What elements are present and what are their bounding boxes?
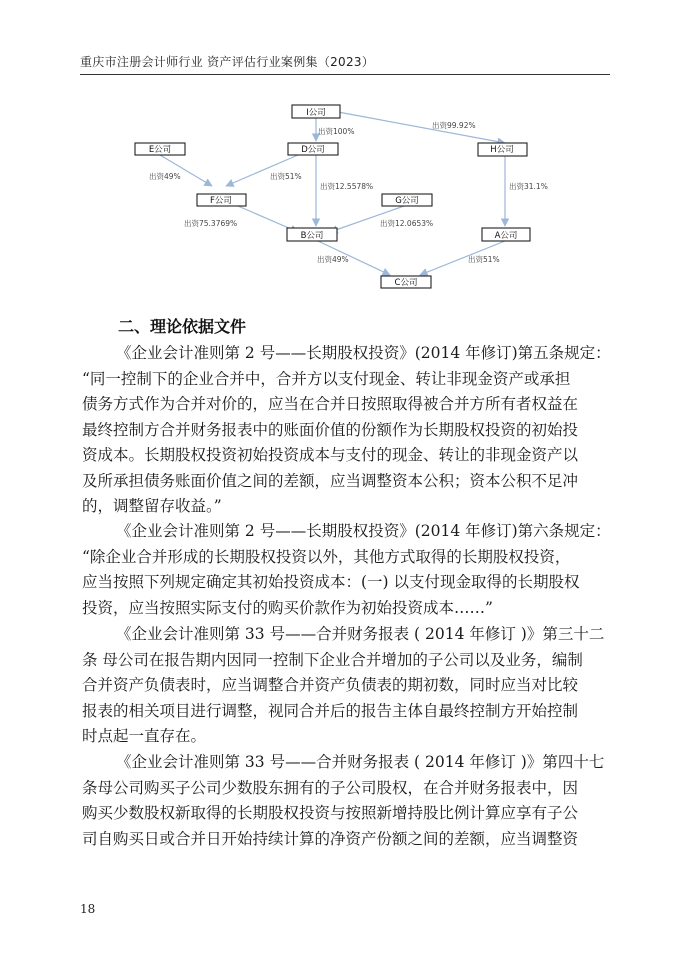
edge-label-e-f: 出资49% (149, 172, 181, 181)
node-label-a: A公司 (494, 231, 518, 241)
diagram-node-c (381, 276, 431, 288)
node-label-g: G公司 (395, 196, 419, 206)
paragraph-line: 应当按照下列规定确定其初始投资成本：(一) 以支付现金取得的长期股权 (82, 573, 580, 591)
paragraph-line: 时点起一直存在。 (82, 727, 207, 745)
paragraph-article-5 (82, 341, 612, 520)
edge-e-f (160, 155, 212, 186)
paragraph-article-47 (82, 750, 612, 852)
paragraph-line: 最终控制方合并财务报表中的账面价值的份额作为长期股权投资的初始投 (82, 420, 579, 439)
diagram-node-h (478, 143, 527, 156)
edge-label-i-h: 出资99.92% (432, 121, 476, 130)
ownership-structure-diagram (0, 0, 692, 300)
paragraph-line: 的，调整留存收益。” (82, 497, 222, 515)
paragraph-line: 债务方式作为合并对价的，应当在合并日按照取得被合并方所有者权益在 (82, 395, 579, 413)
paragraph-article-32 (82, 622, 612, 750)
diagram-node-i (292, 105, 340, 118)
diagram-node-a (482, 228, 530, 241)
paragraph-line: 条母公司购买子公司少数股东拥有的子公司股权，在合并财务报表中，因 (82, 778, 579, 797)
diagram-node-e (135, 143, 185, 155)
paragraph-line: 《企业会计准则第 33 号——合并财务报表 ( 2014 年修订 )》第四十七 (116, 753, 605, 771)
node-label-h: H公司 (490, 145, 514, 155)
paragraph-line: “除企业合并形成的长期股权投资以外，其他方式取得的长期股权投资， (82, 547, 571, 566)
paragraph-line: 购买少数股权新取得的长期股权投资与按照新增持股比例计算应享有子公 (82, 804, 579, 822)
paragraph-line: 报表的相关项目进行调整，视同合并后的报告主体自最终控制方开始控制 (82, 701, 579, 720)
edge-d-f (226, 155, 298, 186)
paragraph-line: 资成本。长期股权投资初始投资成本与支付的现金、转让的非现金资产以 (82, 446, 579, 464)
paragraph-line: 条 母公司在报告期内因同一控制下企业合并增加的子公司以及业务，编制 (82, 650, 583, 669)
node-label-d: D公司 (301, 145, 325, 155)
node-label-f: F公司 (210, 196, 232, 206)
paragraph-article-6 (82, 519, 612, 621)
edge-label-i-d: 出资100% (318, 127, 355, 136)
edge-i-h (338, 112, 505, 143)
edge-label-g-b: 出资12.0653% (380, 219, 434, 228)
paragraph-line: 《企业会计准则第 2 号——长期股权投资》(2014 年修订)第五条规定： (116, 344, 611, 362)
edge-label-f-b: 出资75.3769% (184, 219, 238, 228)
node-label-c: C公司 (394, 278, 418, 288)
diagram-node-d (288, 143, 338, 155)
diagram-node-b (287, 228, 337, 241)
paragraph-line: 及所承担债务账面价值之间的差额，应当调整资本公积；资本公积不足冲 (82, 471, 579, 490)
paragraph-line: 《企业会计准则第 33 号——合并财务报表 ( 2014 年修订 )》第三十二 (116, 625, 605, 643)
paragraph-line: 投资，应当按照实际支付的购买价款作为初始投资成本……” (82, 598, 493, 617)
diagram-node-g (382, 194, 432, 206)
paragraph-line: 合并资产负债表时，应当调整合并资产负债表的期初数，同时应当对比较 (82, 676, 579, 694)
paragraph-line: “同一控制下的企业合并中，合并方以支付现金、转让非现金资产或承担 (82, 369, 571, 388)
section-heading: 二、理论依据文件 (118, 317, 247, 336)
node-label-e: E公司 (148, 145, 172, 155)
node-label-i: I公司 (306, 108, 326, 118)
edge-label-b-c: 出资49% (317, 255, 349, 264)
running-header: 重庆市注册会计师行业 资产评估行业案例集（2023） (80, 55, 375, 69)
paragraph-line: 《企业会计准则第 2 号——长期股权投资》(2014 年修订)第六条规定： (116, 522, 611, 540)
edge-label-a-c: 出资51% (468, 255, 500, 264)
edge-label-d-b: 出资12.5578% (320, 182, 374, 191)
page-number: 18 (80, 902, 96, 916)
paragraph-line: 司自购买日或合并日开始持续计算的净资产份额之间的差额，应当调整资 (82, 829, 579, 848)
edge-label-d-f: 出资51% (270, 172, 302, 181)
edge-label-h-a: 出资31.1% (509, 182, 548, 191)
diagram-node-f (197, 194, 246, 206)
node-label-b: B公司 (300, 231, 324, 241)
diagram-edge-labels (149, 120, 548, 264)
